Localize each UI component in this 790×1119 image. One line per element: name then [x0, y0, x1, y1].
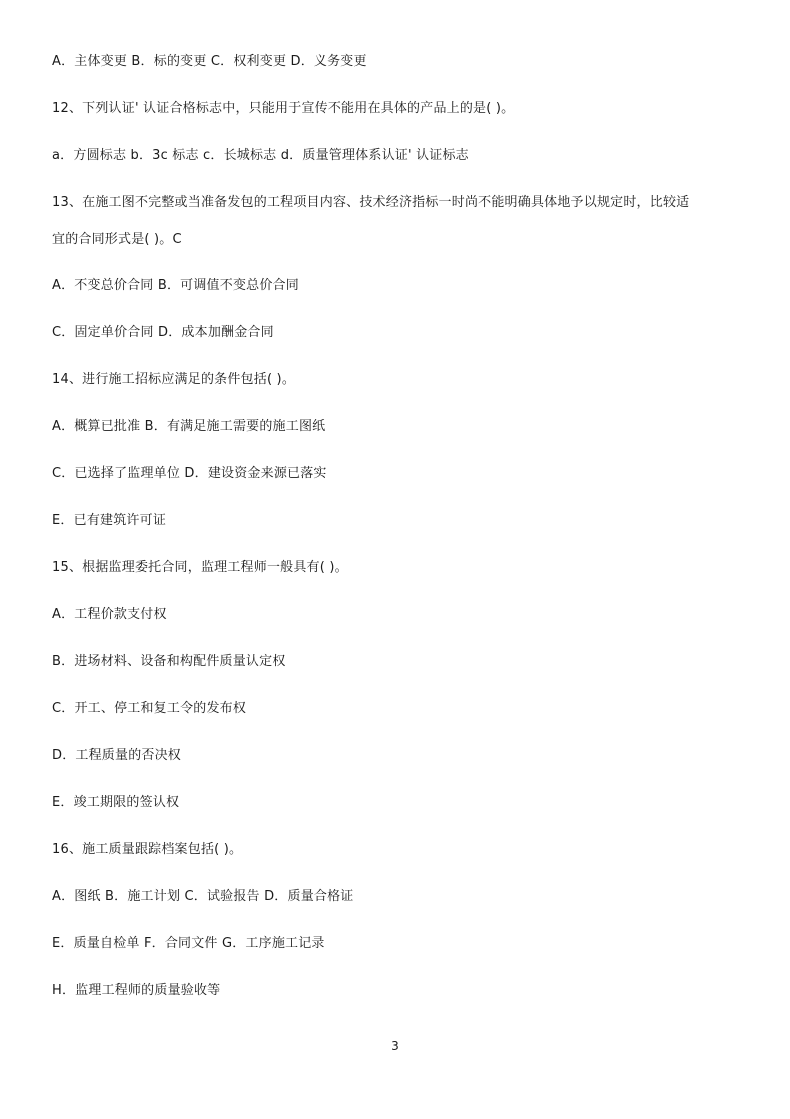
q12-options: a．方圆标志 b．3c 标志 c．长城标志 d．质量管理体系认证' 认证标志: [52, 148, 469, 163]
q15-option-d: D．工程质量的否决权: [52, 748, 182, 763]
q14-options-cd: C．已选择了监理单位 D．建设资金来源已落实: [52, 466, 327, 481]
q13-options-ab: A．不变总价合同 B．可调值不变总价合同: [52, 278, 299, 293]
q15-option-b: B．进场材料、设备和构配件质量认定权: [52, 654, 286, 669]
q14-option-e: E．已有建筑许可证: [52, 513, 167, 528]
q15-option-a: A．工程价款支付权: [52, 607, 167, 622]
q13-question-line2: 宜的合同形式是( )。C: [52, 232, 182, 247]
q14-question: 14、进行施工招标应满足的条件包括( )。: [52, 372, 296, 387]
q15-question: 15、根据监理委托合同，监理工程师一般具有( )。: [52, 560, 348, 575]
q16-options-efg: E．质量自检单 F．合同文件 G．工序施工记录: [52, 936, 325, 951]
q16-option-h: H．监理工程师的质量验收等: [52, 983, 221, 998]
q13-question-line1: 13、在施工图不完整或当准备发包的工程项目内容、技术经济指标一时尚不能明确具体地予以规定时，比较适: [52, 195, 690, 210]
q13-options-cd: C．固定单价合同 D．成本加酬金合同: [52, 325, 274, 340]
q15-option-c: C．开工、停工和复工令的发布权: [52, 701, 247, 716]
q15-option-e: E．竣工期限的签认权: [52, 795, 180, 810]
q16-options-abcd: A．图纸 B．施工计划 C．试验报告 D．质量合格证: [52, 889, 354, 904]
q14-options-ab: A．概算已批准 B．有满足施工需要的施工图纸: [52, 419, 326, 434]
page-number: 3: [391, 1039, 399, 1053]
q16-question: 16、施工质量跟踪档案包括( )。: [52, 842, 243, 857]
q11-options: A．主体变更 B．标的变更 C．权利变更 D．义务变更: [52, 54, 367, 69]
q12-question: 12、下列认证' 认证合格标志中，只能用于宣传不能用在具体的产品上的是( )。: [52, 101, 515, 116]
